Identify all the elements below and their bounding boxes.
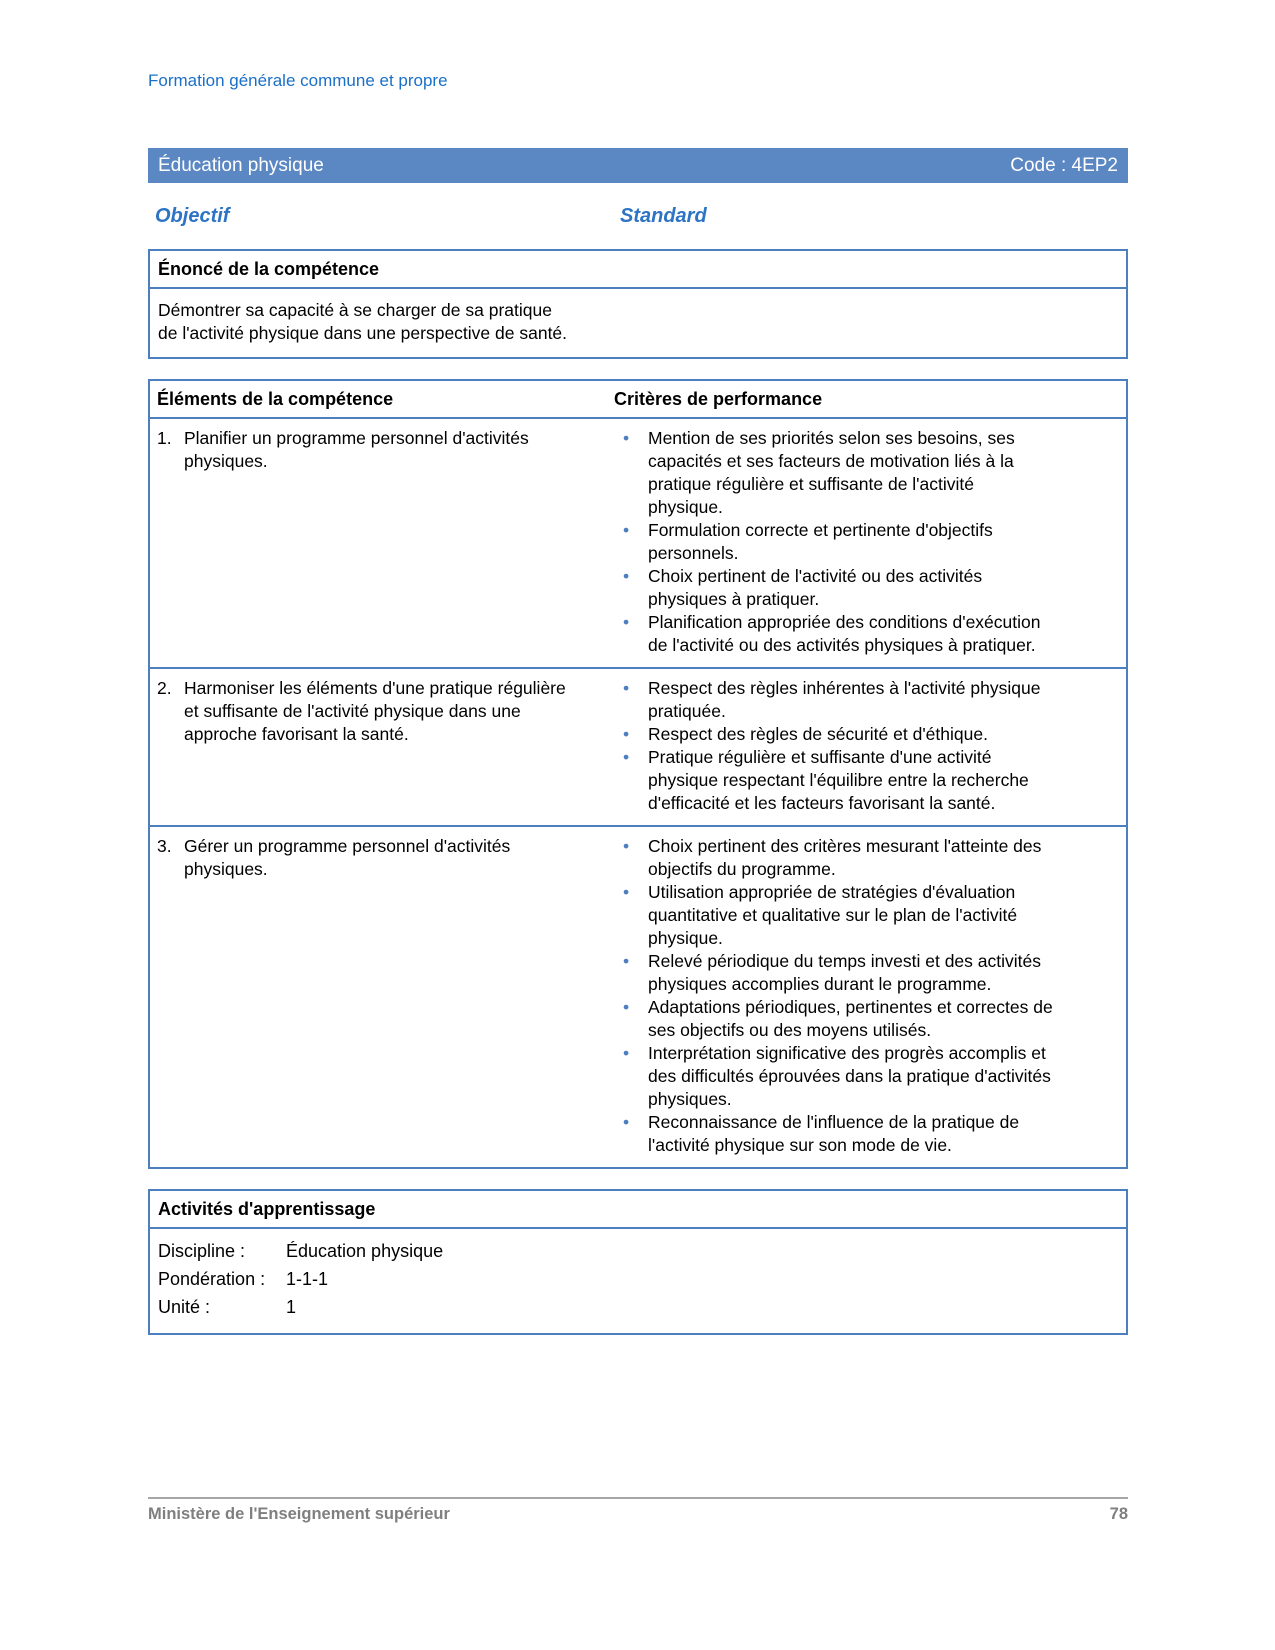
- criteres-column-header: Critères de performance: [614, 389, 823, 409]
- element-number: 2.: [157, 678, 172, 698]
- criteria-item: • Formulation correcte et pertinente d'objectifs personnels.: [614, 519, 1053, 565]
- page-footer: [148, 1497, 1128, 1524]
- criteria-cell: [614, 419, 1126, 667]
- footer-ministry: Ministère de l'Enseignement supérieur: [148, 1505, 450, 1523]
- breadcrumb: Formation générale commune et propre: [148, 71, 448, 90]
- criteria-item: • Interprétation significative des progrès accomplis et des difficultés éprouvées dans la pratique d'activités physiques.: [614, 1042, 1053, 1111]
- criteria-cell: [614, 669, 1126, 825]
- criteria-cell: [614, 827, 1126, 1167]
- element-text: Planifier un programme personnel d'activités physiques.: [184, 428, 529, 471]
- table-row: [150, 669, 1126, 827]
- table-row: [150, 827, 1126, 1167]
- elements-column-header: Éléments de la compétence: [157, 389, 394, 409]
- enonce-text: Démontrer sa capacité à se charger de sa pratique de l'activité physique dans une perspective de santé.: [158, 300, 568, 343]
- criteria-item: • Respect des règles inhérentes à l'activité physique pratiquée.: [614, 677, 1053, 723]
- element-cell: [150, 419, 614, 667]
- column-headings: [148, 205, 1128, 231]
- activites-header: Activités d'apprentissage: [150, 1191, 1126, 1229]
- criteria-list: [614, 427, 1116, 657]
- enonce-header: Énoncé de la compétence: [150, 251, 1126, 289]
- element-cell: [150, 669, 614, 825]
- element-number: 1.: [157, 428, 172, 448]
- criteria-item: • Mention de ses priorités selon ses besoins, ses capacités et ses facteurs de motivation liés à la pratique régulière et suffisante de l'activité physique.: [614, 427, 1053, 519]
- standard-heading: Standard: [620, 205, 707, 227]
- enonce-box: [148, 249, 1128, 359]
- element-text: Harmoniser les éléments d'une pratique régulière et suffisante de l'activité physique dans une approche favorisant la santé.: [184, 678, 566, 744]
- competence-table: [148, 379, 1128, 1169]
- element-text: Gérer un programme personnel d'activités physiques.: [184, 836, 511, 879]
- activites-value: 1: [286, 1297, 297, 1317]
- activites-row: [158, 1265, 1118, 1293]
- footer-page-number: 78: [1109, 1505, 1128, 1523]
- page-content: [148, 0, 1128, 1335]
- criteria-list: [614, 835, 1116, 1157]
- activites-row: [158, 1237, 1118, 1265]
- criteria-item: • Pratique régulière et suffisante d'une activité physique respectant l'équilibre entre la recherche d'efficacité et les facteurs favorisant la santé.: [614, 746, 1053, 815]
- criteria-item: • Relevé périodique du temps investi et des activités physiques accomplies durant le programme.: [614, 950, 1053, 996]
- section-code: Code : 4EP2: [1010, 154, 1118, 176]
- activites-body: [150, 1229, 1126, 1333]
- criteria-item: • Choix pertinent de l'activité ou des activités physiques à pratiquer.: [614, 565, 1053, 611]
- activites-row: [158, 1293, 1118, 1321]
- activites-box: [148, 1189, 1128, 1335]
- activites-value: Éducation physique: [286, 1241, 444, 1261]
- enonce-body: [150, 289, 1126, 357]
- element-number: 3.: [157, 836, 172, 856]
- activites-label: Unité :: [158, 1297, 211, 1317]
- table-row: [150, 419, 1126, 669]
- element-cell: [150, 827, 614, 1167]
- activites-label: Pondération :: [158, 1269, 266, 1289]
- criteria-item: • Planification appropriée des conditions d'exécution de l'activité ou des activités physiques à pratiquer.: [614, 611, 1053, 657]
- criteria-item: • Adaptations périodiques, pertinentes et correctes de ses objectifs ou des moyens utilisés.: [614, 996, 1053, 1042]
- section-title: Éducation physique: [158, 154, 324, 176]
- section-title-bar: [148, 148, 1128, 183]
- activites-label: Discipline :: [158, 1241, 246, 1261]
- activites-value: 1-1-1: [286, 1269, 329, 1289]
- competence-table-header-row: [150, 381, 1126, 419]
- objectif-heading: Objectif: [155, 205, 230, 227]
- criteria-list: [614, 677, 1116, 815]
- criteria-item: • Reconnaissance de l'influence de la pratique de l'activité physique sur son mode de vie.: [614, 1111, 1053, 1157]
- criteria-item: • Choix pertinent des critères mesurant l'atteinte des objectifs du programme.: [614, 835, 1053, 881]
- criteria-item: • Utilisation appropriée de stratégies d'évaluation quantitative et qualitative sur le plan de l'activité physique.: [614, 881, 1053, 950]
- criteria-item: • Respect des règles de sécurité et d'éthique.: [614, 723, 1053, 746]
